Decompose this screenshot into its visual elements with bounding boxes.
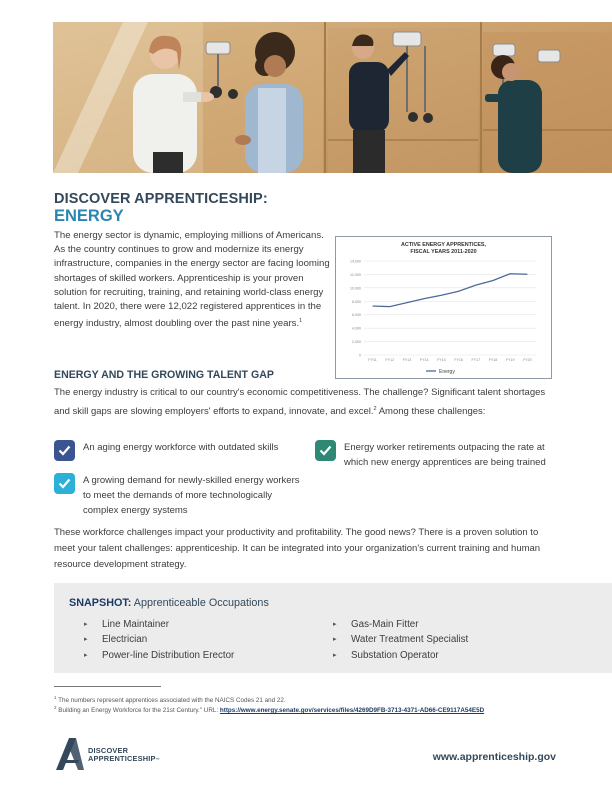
chart-xtick-label: FY11 [368, 358, 377, 362]
footnote-divider [54, 686, 161, 687]
chart-ytick-label: 6,000 [352, 313, 361, 318]
snapshot-label-rest: Apprenticeable Occupations [131, 597, 269, 609]
page-title: DISCOVER APPRENTICESHIP: [54, 191, 268, 207]
snapshot-label: SNAPSHOT: [69, 597, 132, 609]
discover-apprenticeship-logo [54, 737, 184, 771]
chart-xtick-label: FY14 [419, 358, 429, 362]
chart-xtick-label: FY15 [437, 358, 446, 362]
chart-xtick-label: FY20 [523, 358, 532, 362]
footnote-1-mark: 1 [54, 695, 57, 700]
footnote-ref-1: 1 [299, 318, 303, 325]
checkbox-icon [315, 440, 336, 461]
logo-tm: ™ [155, 757, 160, 763]
energy-apprentices-chart [335, 236, 552, 379]
challenge-item-1 [54, 440, 304, 461]
chart-xtick-label: FY13 [402, 358, 412, 362]
chart-svg [336, 237, 551, 378]
occupation-item: ▸ Power-line Distribution Erector [84, 648, 234, 663]
logo-line1: DISCOVER [88, 746, 129, 755]
chart-title-line1: ACTIVE ENERGY APPRENTICES, [400, 242, 487, 248]
challenge-item-3 [315, 440, 560, 470]
logo-text [88, 747, 160, 765]
talent-gap-text-after: Among these challenges: [376, 406, 486, 418]
closing-paragraph: These workforce challenges impact your productivity and profitability. The good news? There is a proven solution to meet your talent challenges: apprenticeship. It can be integrated into your organization's current training and human resource development strategy. [54, 527, 541, 570]
logo-line2: APPRENTICESHIP [88, 754, 156, 764]
chart-ytick-label: 8,000 [352, 299, 361, 304]
talent-gap-text: The energy industry is critical to our country's economic competitiveness. The challenge? Significant talent shortages and skill gaps are slowing employers' efforts to expand, innovate, and excel. [54, 387, 546, 418]
chart-xtick-label: FY16 [454, 358, 463, 362]
intro-paragraph [54, 229, 334, 332]
footnote-2-text: Building an Energy Workforce for the 21st Century." URL: [56, 707, 220, 715]
occupation-item: ▸ Electrician [84, 632, 234, 647]
hero-photo [53, 22, 612, 173]
footnote-2 [54, 703, 524, 715]
checkbox-icon [54, 440, 75, 461]
occupation-item: ▸ Line Maintainer [84, 617, 234, 632]
chart-title-line2: FISCAL YEARS 2011-2020 [410, 249, 477, 255]
talent-gap-paragraph [54, 385, 559, 420]
challenge-item-2 [54, 473, 304, 518]
challenge-text: A growing demand for newly-skilled energy workers to meet the demands of more technologically complex energy systems [83, 475, 300, 516]
chart-ytick-label: 14,000 [350, 259, 361, 264]
footnote-2-link[interactable]: https://www.energy.senate.gov/services/files/4269D9FB-3713-4371-AD66-CE9117A54E5D [219, 707, 485, 715]
challenge-text: An aging energy workforce with outdated skills [83, 442, 279, 453]
occupation-item: ▸ Substation Operator [333, 648, 468, 663]
intro-text: The energy sector is dynamic, employing millions of Americans. As the country continues to grow and modernize its energy infrastructure, companies in the energy sector are facing looming shortages of skilled workers. Apprenticeship is your proven solution for recruiting, training, and retaining world-class energy talent. In 2020, there were 12,022 registered apprentices in the energy industry, almost doubling over the past nine years. [54, 230, 330, 330]
occupation-item: ▸ Water Treatment Specialist [333, 632, 468, 647]
hero-illustration [53, 22, 612, 173]
chart-xtick-label: FY12 [385, 358, 395, 362]
occupation-item: ▸ Gas-Main Fitter [333, 617, 468, 632]
chart-ytick-label: 0 [359, 353, 361, 358]
section-heading-talent-gap: ENERGY AND THE GROWING TALENT GAP [54, 369, 274, 381]
footnote-1-text: The numbers represent apprentices associated with the NAICS Codes 21 and 22. [56, 697, 286, 705]
footnote-ref-2: 2 [373, 406, 377, 412]
chart-legend-label: Energy [439, 369, 455, 375]
logo-a-icon [54, 737, 86, 771]
challenge-text: Energy worker retirements outpacing the rate at which new energy apprentices are being trained [344, 442, 546, 468]
occupation-list-left [84, 617, 234, 663]
occupation-list-right [333, 617, 468, 663]
chart-ytick-label: 10,000 [350, 286, 361, 291]
chart-xtick-label: FY18 [488, 358, 498, 362]
snapshot-panel [54, 583, 612, 673]
chart-ytick-label: 12,000 [350, 272, 361, 277]
chart-xtick-label: FY17 [471, 358, 481, 362]
chart-series-line-energy [373, 274, 528, 307]
chart-xtick-label: FY19 [505, 358, 515, 362]
chart-ytick-label: 2,000 [352, 340, 361, 345]
website-link[interactable]: www.apprenticeship.gov [432, 751, 556, 763]
footnote-2-mark: 2 [54, 705, 57, 710]
page-subtitle: ENERGY [54, 207, 124, 225]
chart-ytick-label: 4,000 [352, 326, 361, 331]
snapshot-title [69, 597, 269, 609]
checkbox-icon [54, 473, 75, 494]
